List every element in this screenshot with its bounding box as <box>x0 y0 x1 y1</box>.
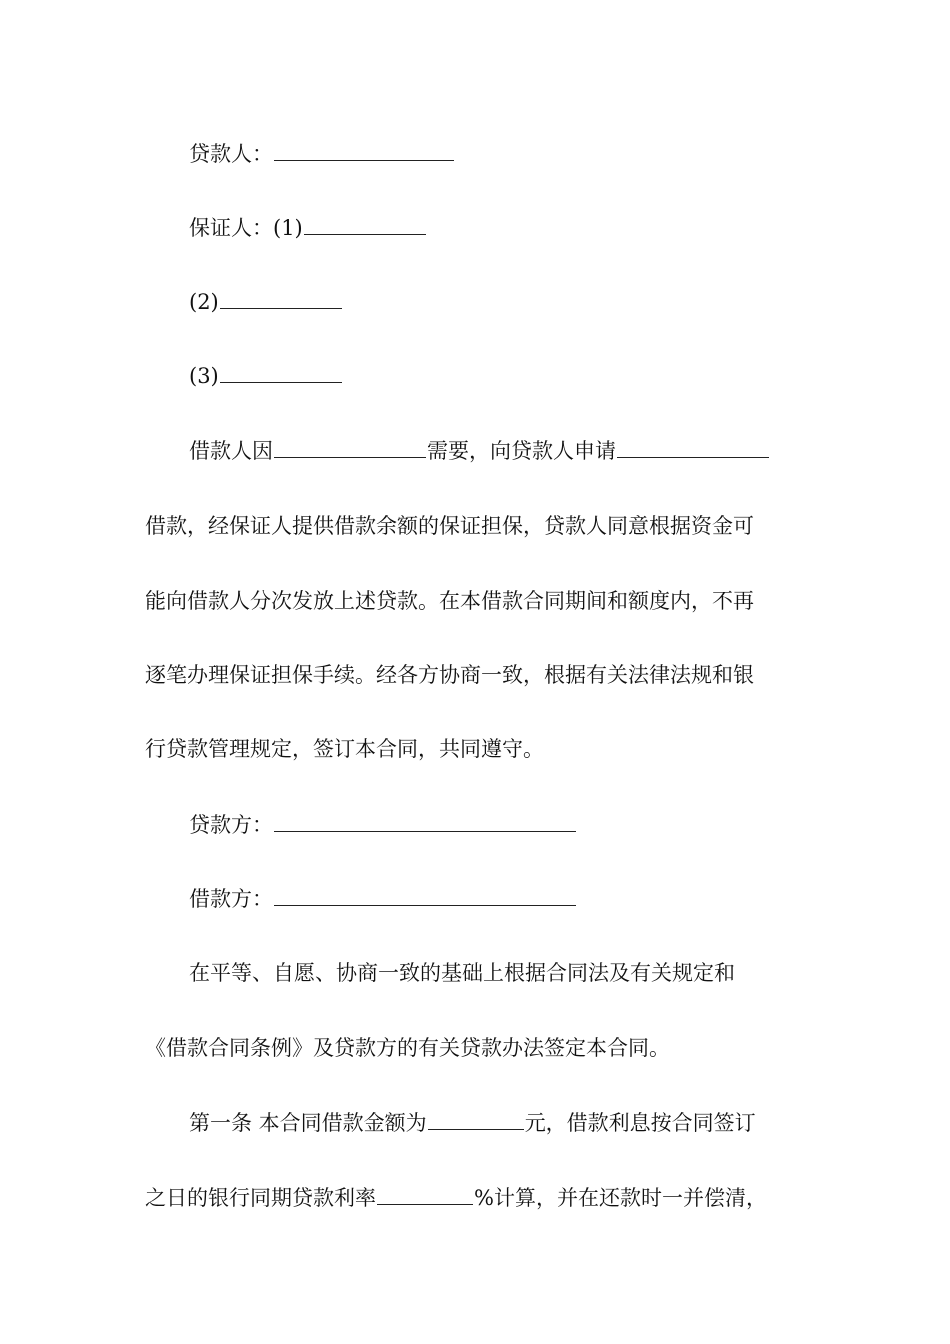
guarantor-index-2: (2) <box>189 290 219 314</box>
article-1-line2-text-b: %计算，并在还款时一并偿清， <box>474 1186 767 1210</box>
borrower-party-line <box>189 885 849 913</box>
lender-party-label: 贷款方： <box>189 813 273 837</box>
interest-rate-blank[interactable] <box>377 1187 473 1205</box>
article-1-line2-text-a: 之日的银行同期贷款利率 <box>145 1186 376 1210</box>
paragraph-1-line-4: 逐笔办理保证担保手续。经各方协商一致，根据有关法律法规和银 <box>145 663 754 687</box>
guarantor-blank-3[interactable] <box>220 365 342 383</box>
borrower-party-blank[interactable] <box>274 888 576 906</box>
paragraph-2-line-1: 在平等、自愿、协商一致的基础上根据合同法及有关规定和 <box>189 961 735 985</box>
lender-party-line <box>189 811 849 839</box>
guarantor-index-1: (1) <box>273 216 303 240</box>
lender-party-blank[interactable] <box>274 814 576 832</box>
article-1-text-a: 第一条 本合同借款金额为 <box>189 1111 427 1135</box>
article-1-line-1 <box>189 1109 849 1137</box>
paragraph-1-line-5: 行贷款管理规定，签订本合同，共同遵守。 <box>145 737 544 761</box>
guarantor-line-3 <box>189 362 849 390</box>
purpose-blank[interactable] <box>274 440 426 458</box>
lender-line <box>189 140 849 168</box>
guarantor-index-3: (3) <box>189 364 219 388</box>
lender-blank[interactable] <box>274 143 454 161</box>
guarantor-line-1 <box>189 214 849 242</box>
paragraph-1-line-2: 借款，经保证人提供借款余额的保证担保，贷款人同意根据资金可 <box>145 514 754 538</box>
p1-text-a: 借款人因 <box>189 439 273 463</box>
paragraph-1-line-3: 能向借款人分次发放上述贷款。在本借款合同期间和额度内，不再 <box>145 589 754 613</box>
paragraph-1-line-1 <box>189 437 849 465</box>
lender-label: 贷款人： <box>189 142 273 166</box>
borrower-party-label: 借款方： <box>189 887 273 911</box>
guarantor-label: 保证人： <box>189 216 273 240</box>
loan-amount-blank[interactable] <box>617 440 769 458</box>
guarantor-blank-1[interactable] <box>304 217 426 235</box>
p1-text-b: 需要，向贷款人申请 <box>427 439 616 463</box>
article-1-line-2 <box>145 1184 805 1212</box>
guarantor-blank-2[interactable] <box>220 291 342 309</box>
amount-blank[interactable] <box>428 1112 524 1130</box>
article-1-text-b: 元，借款利息按合同签订 <box>524 1111 756 1135</box>
paragraph-2-line-2: 《借款合同条例》及贷款方的有关贷款办法签定本合同。 <box>145 1036 670 1060</box>
guarantor-line-2 <box>189 288 849 316</box>
